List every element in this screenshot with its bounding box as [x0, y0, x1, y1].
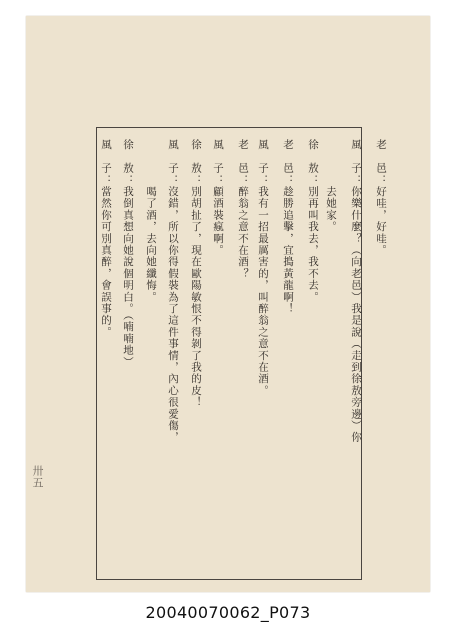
script-line-11: 喝了酒，去向她纖悔。	[145, 139, 157, 303]
script-line-9: 徐 敖：別胡扯了，現在歐陽敏恨不得剝了我的皮！	[190, 139, 202, 409]
script-line-4: 徐 敖：別再叫我去，我不去。	[307, 139, 319, 303]
script-line-6: 風 子：我有一招最厲害的，叫醉翁之意不在酒。	[257, 139, 269, 397]
script-line-7: 老 邑：醉翁之意不在酒？	[237, 139, 249, 280]
script-line-3: 去她家。	[325, 139, 337, 233]
script-line-10: 風 子：沒錯，所以你得假裝為了這件事情，內心很愛傷，	[167, 139, 179, 444]
script-line-13: 風 子：當然你可別真醉，會誤事的。	[100, 139, 112, 338]
page-number-note: 卅五	[31, 465, 44, 489]
script-line-1: 老 邑：好哇，好哇。	[375, 139, 387, 256]
text-frame-border	[96, 127, 362, 580]
image-caption: 20040070062_P073	[145, 603, 311, 622]
script-line-2: 風 子：你樂什麼？（向老邑）我是說（走到徐敖旁邊）你	[350, 139, 362, 444]
script-line-12: 徐 敖：我倒真想向她說個明白。（喃喃地）	[122, 139, 134, 368]
script-line-8: 風 子：顧酒裝瘋啊。	[212, 139, 224, 256]
script-line-5: 老 邑：趁勝追擊，宜搗黃龍啊！	[282, 139, 294, 315]
